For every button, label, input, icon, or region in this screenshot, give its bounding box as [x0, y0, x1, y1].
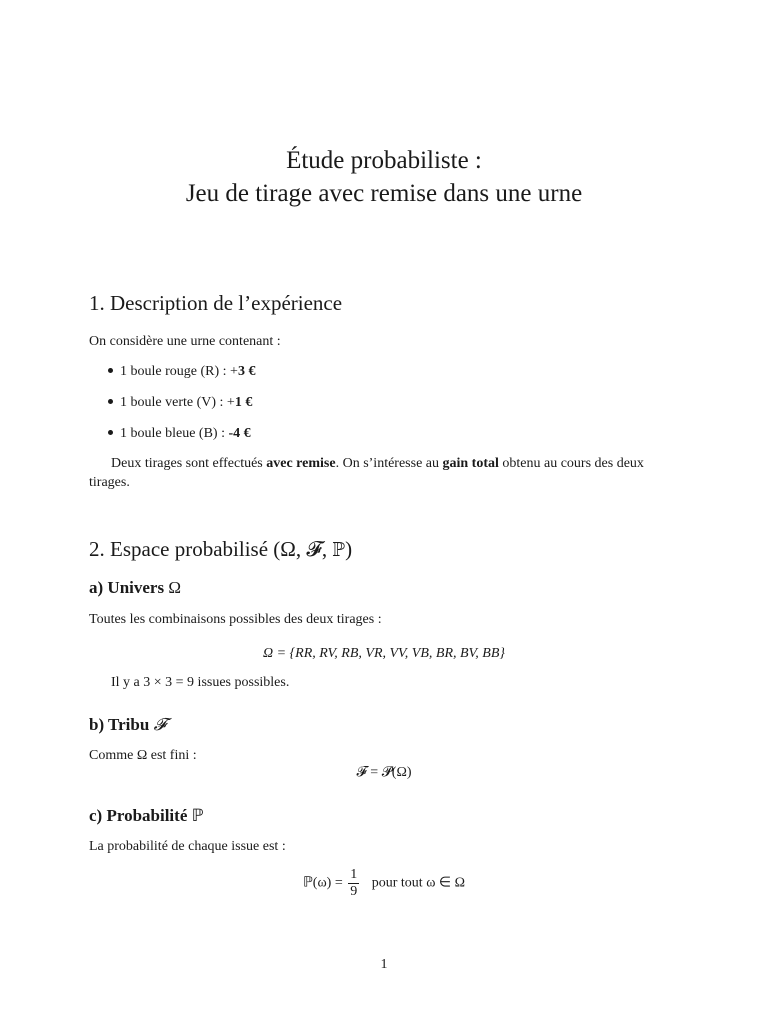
title-line-1: Étude probabiliste : — [286, 147, 482, 174]
subsection-c-heading: c) Probabilité ℙ — [89, 806, 204, 825]
ball-list — [108, 362, 255, 455]
tribu-equation: 𝓕 = 𝓟(Ω) — [356, 765, 412, 780]
list-item: 1 boule verte (V) : +1 € — [108, 393, 255, 424]
list-item: 1 boule bleue (B) : -4 € — [108, 424, 255, 455]
document-title — [0, 144, 768, 210]
subsection-c-intro: La probabilité de chaque issue est : — [89, 839, 286, 854]
subsection-b-heading: b) Tribu 𝓕 — [89, 715, 167, 734]
subsection-a-intro: Toutes les combinaisons possibles des deux tirages : — [89, 612, 382, 627]
subsection-b-intro: Comme Ω est fini : — [89, 748, 197, 763]
list-item: 1 boule rouge (R) : +3 € — [108, 362, 255, 393]
section-1-heading: 1. Description de l’expérience — [89, 291, 343, 315]
section-1-intro: On considère une urne contenant : — [89, 334, 281, 349]
section-2-heading: 2. Espace probabilisé (Ω, 𝓕, ℙ) — [89, 537, 353, 561]
bullet-icon — [108, 368, 113, 373]
page-number: 1 — [380, 957, 388, 972]
bullet-icon — [108, 430, 113, 435]
issues-count-note: Il y a 3 × 3 = 9 issues possibles. — [111, 675, 290, 690]
title-line-2: Jeu de tirage avec remise dans une urne — [185, 180, 583, 207]
fraction: $\frac{1}{9}$ — [350, 867, 358, 899]
probability-equation: ℙ(ω) = $\frac{1}{9}$ pour tout ω ∈ Ω — [302, 867, 466, 899]
subsection-a-heading: a) Univers Ω — [89, 578, 181, 597]
gain-value: -4 € — [228, 426, 251, 441]
gain-value: 3 € — [237, 364, 256, 379]
section-1-paragraph: Deux tirages sont effectués avec remise. On s’intéresse au gain total obtenu au cours des deux tirages. — [89, 456, 644, 490]
gain-value: 1 € — [234, 395, 253, 410]
universe-equation: Ω = {RR, RV, RB, VR, VV, VB, BR, BV, BB} — [262, 646, 506, 661]
bullet-icon — [108, 399, 113, 404]
